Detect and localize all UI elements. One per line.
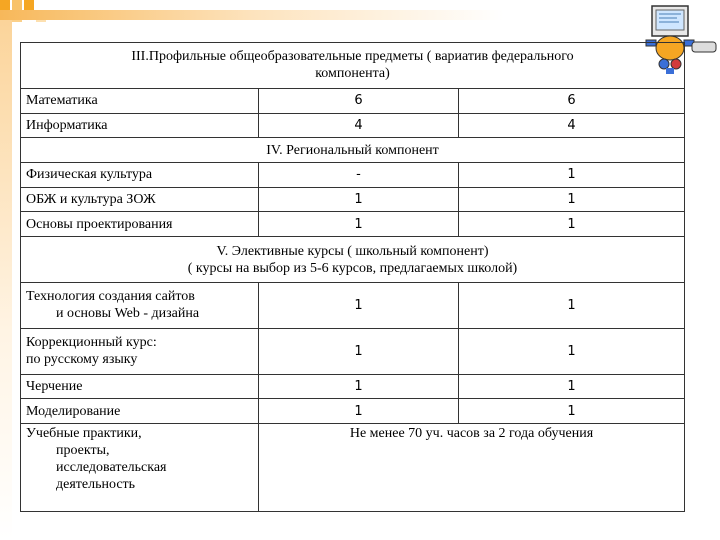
hours-cell-col2: 6 xyxy=(459,88,685,113)
subject-cell: Математика xyxy=(21,88,259,113)
table-row xyxy=(21,162,685,187)
table-row xyxy=(21,374,685,399)
subject-cell: Основы проектирования xyxy=(21,212,259,237)
subject-cell: Черчение xyxy=(21,374,259,399)
subject-cell: Технология создания сайтов и основы Web - дизайна xyxy=(21,282,259,328)
hours-cell-col1: 1 xyxy=(259,328,459,374)
hours-cell-col2: 1 xyxy=(459,374,685,399)
section-row-regional xyxy=(21,138,685,163)
hours-cell-col1: 1 xyxy=(259,187,459,212)
hours-cell-col2: 1 xyxy=(459,328,685,374)
subject-cell: ОБЖ и культура ЗОЖ xyxy=(21,187,259,212)
header-gradient-band xyxy=(0,10,720,20)
table-row xyxy=(21,212,685,237)
hours-cell-col2: 1 xyxy=(459,282,685,328)
subject-cell: Информатика xyxy=(21,113,259,138)
hours-cell-col1: 4 xyxy=(259,113,459,138)
table-row xyxy=(21,187,685,212)
table-row xyxy=(21,399,685,424)
hours-cell-col2: 4 xyxy=(459,113,685,138)
table-row xyxy=(21,424,685,512)
section-title-profile: III.Профильные общеобразовательные предметы ( вариатив федерального компонента) xyxy=(21,43,685,89)
hours-cell-col1: 1 xyxy=(259,374,459,399)
table-row xyxy=(21,328,685,374)
hours-cell-col1: 1 xyxy=(259,399,459,424)
hours-cell-col1: - xyxy=(259,162,459,187)
hours-cell-col2: 1 xyxy=(459,187,685,212)
hours-cell-col1: 1 xyxy=(259,212,459,237)
section-row-elective xyxy=(21,237,685,283)
hours-note-cell: Не менее 70 уч. часов за 2 года обучения xyxy=(259,424,685,512)
subject-cell: Физическая культура xyxy=(21,162,259,187)
hours-cell-col1: 1 xyxy=(259,282,459,328)
table-row xyxy=(21,113,685,138)
table-row xyxy=(21,282,685,328)
table-row xyxy=(21,88,685,113)
section-row-profile xyxy=(21,43,685,89)
hours-cell-col1: 6 xyxy=(259,88,459,113)
subject-cell: Учебные практики, проекты, исследовательская деятельность xyxy=(21,424,259,512)
hours-cell-col2: 1 xyxy=(459,212,685,237)
subject-cell: Коррекционный курс: по русскому языку xyxy=(21,328,259,374)
section-title-elective: V. Элективные курсы ( школьный компонент) ( курсы на выбор из 5-6 курсов, предлагаемых школой) xyxy=(21,237,685,283)
curriculum-table xyxy=(20,42,685,512)
section-title-regional: IV. Региональный компонент xyxy=(21,138,685,163)
side-gradient-band xyxy=(0,20,12,540)
subject-cell: Моделирование xyxy=(21,399,259,424)
hours-cell-col2: 1 xyxy=(459,399,685,424)
hours-cell-col2: 1 xyxy=(459,162,685,187)
